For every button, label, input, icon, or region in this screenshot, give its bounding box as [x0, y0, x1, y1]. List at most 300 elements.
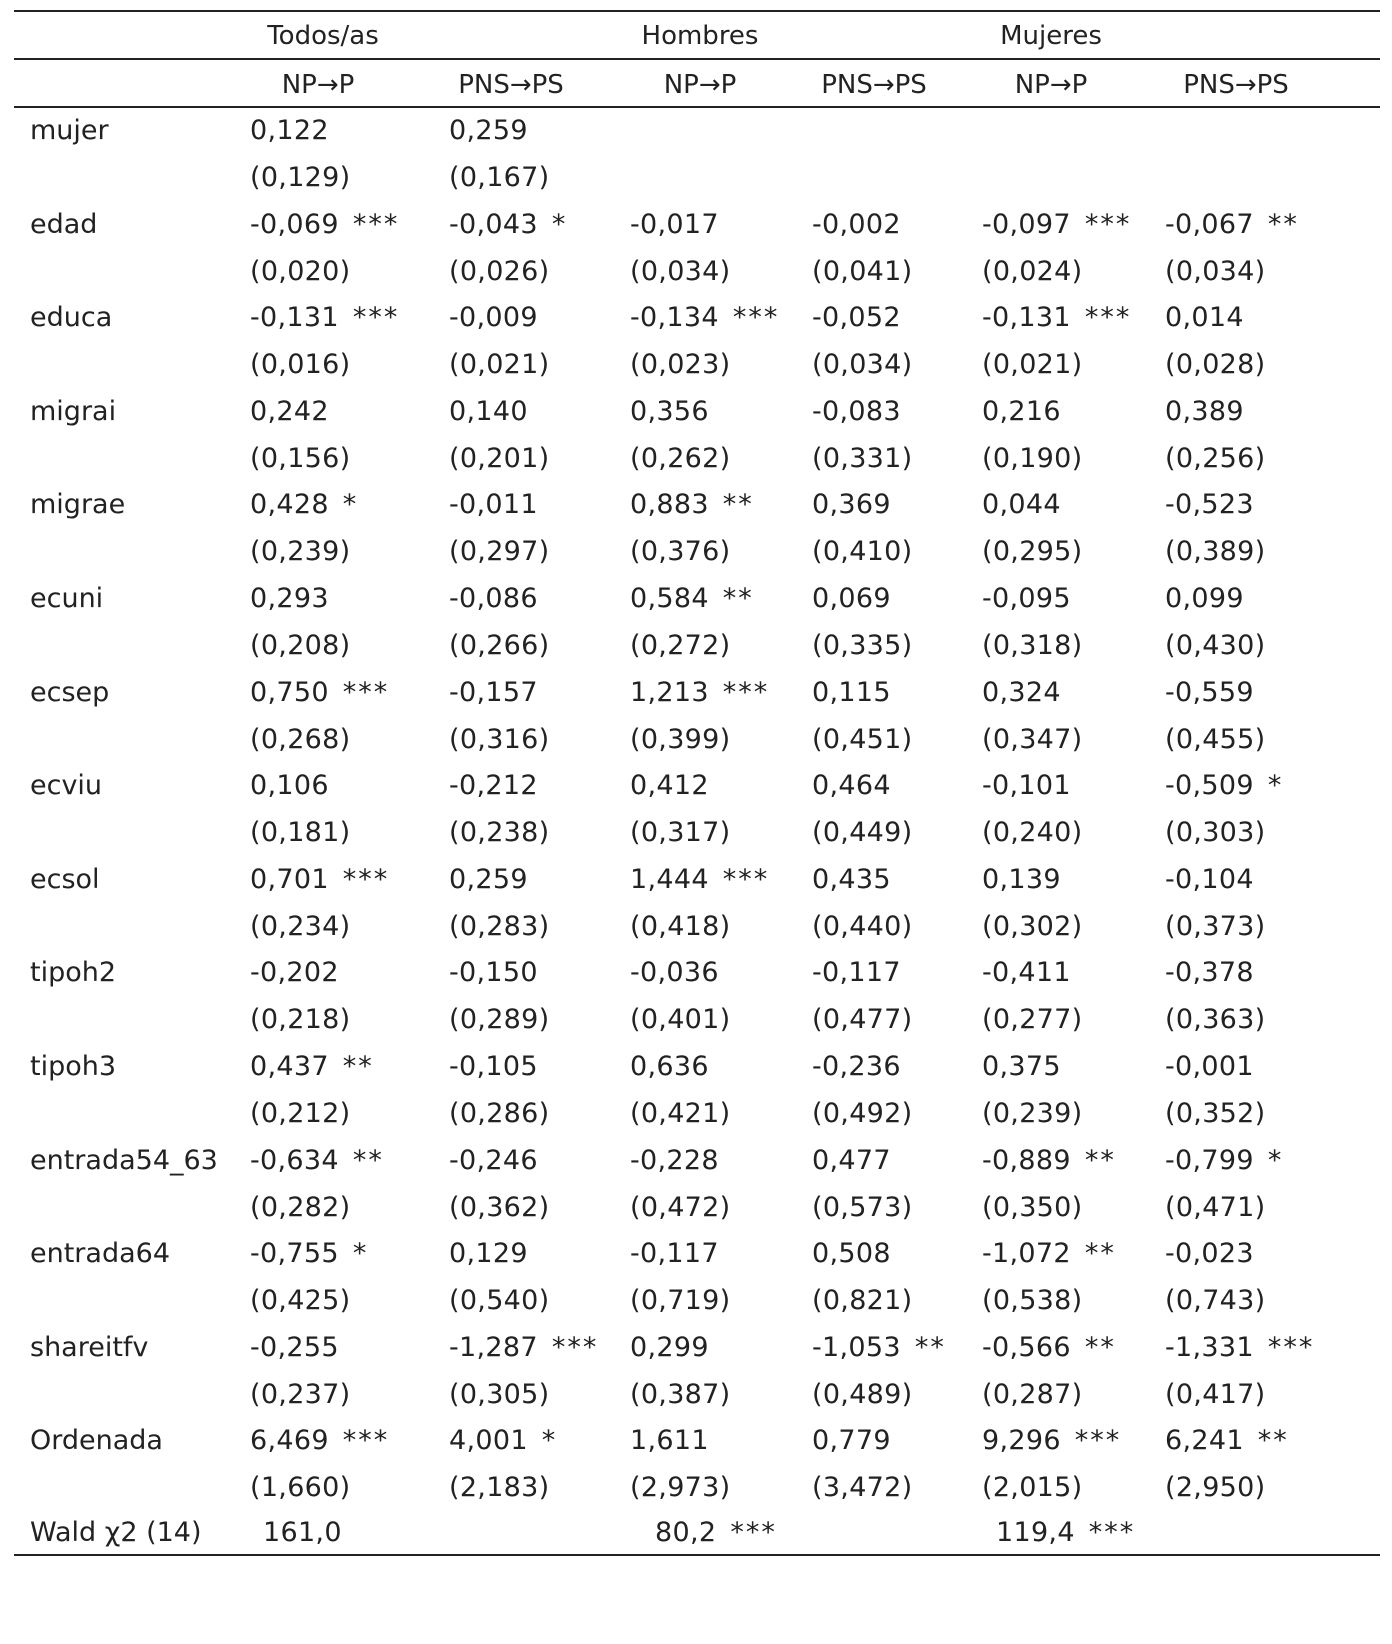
- coefficient-value: -0,083: [812, 396, 901, 427]
- standard-error-cell: (0,021): [982, 349, 1083, 380]
- coefficient-value: 0,437: [250, 1051, 329, 1082]
- coefficient-value: 0,584: [630, 583, 709, 614]
- standard-error-cell: (0,401): [630, 1004, 731, 1035]
- group-header-mujeres: Mujeres: [1000, 21, 1102, 51]
- coefficient-value: -0,043: [449, 209, 538, 240]
- coefficient-value: -0,052: [812, 302, 901, 333]
- coefficient-cell: [1165, 488, 1254, 522]
- coefficient-cell: [1165, 956, 1254, 990]
- standard-error-cell: (0,347): [982, 724, 1083, 755]
- coefficient-value: 4,001: [449, 1425, 528, 1456]
- significance-stars: ***: [342, 677, 390, 708]
- standard-error-cell: (0,477): [812, 1004, 913, 1035]
- row-label: edad: [30, 209, 98, 240]
- coefficient-value: -0,117: [812, 957, 901, 988]
- significance-stars: ***: [722, 677, 770, 708]
- standard-error-cell: (0,540): [449, 1285, 550, 1316]
- significance-stars: ***: [352, 209, 400, 240]
- coefficient-value: -0,212: [449, 770, 538, 801]
- coefficient-value: 0,428: [250, 489, 329, 520]
- coefficient-value: 0,069: [812, 583, 891, 614]
- coefficient-value: 0,369: [812, 489, 891, 520]
- coefficient-value: -0,150: [449, 957, 538, 988]
- standard-error-cell: (0,317): [630, 817, 731, 848]
- significance-stars: **: [342, 1051, 374, 1082]
- standard-error-cell: (2,950): [1165, 1472, 1266, 1503]
- coefficient-value: 0,464: [812, 770, 891, 801]
- coefficient-cell: [250, 582, 329, 616]
- coefficient-cell: [250, 676, 389, 710]
- significance-stars: *: [541, 1425, 558, 1456]
- standard-error-cell: (0,471): [1165, 1192, 1266, 1223]
- row-label: entrada64: [30, 1238, 170, 1269]
- coefficient-value: 0,299: [630, 1332, 709, 1363]
- coefficient-cell: [449, 395, 528, 429]
- coefficient-cell: [449, 1050, 538, 1084]
- significance-stars: **: [352, 1145, 384, 1176]
- standard-error-cell: (0,287): [982, 1379, 1083, 1410]
- coefficient-cell: [812, 488, 891, 522]
- coefficient-cell: [449, 1424, 557, 1458]
- coefficient-value: -0,105: [449, 1051, 538, 1082]
- standard-error-cell: (0,237): [250, 1379, 351, 1410]
- standard-error-cell: (0,034): [1165, 256, 1266, 287]
- standard-error-cell: (0,430): [1165, 630, 1266, 661]
- coefficient-value: -0,036: [630, 957, 719, 988]
- standard-error-cell: (0,034): [812, 349, 913, 380]
- standard-error-cell: (0,016): [250, 349, 351, 380]
- coefficient-cell: [1165, 208, 1299, 242]
- coefficient-value: -0,509: [1165, 770, 1254, 801]
- coefficient-value: -0,157: [449, 677, 538, 708]
- wald-statistic-cell: [996, 1516, 1135, 1550]
- coefficient-value: -0,255: [250, 1332, 339, 1363]
- coefficient-cell: [982, 582, 1071, 616]
- coefficient-value: -0,001: [1165, 1051, 1254, 1082]
- coefficient-cell: [812, 582, 891, 616]
- significance-stars: ***: [730, 1517, 777, 1548]
- coefficient-cell: [982, 208, 1131, 242]
- coefficient-cell: [449, 114, 528, 148]
- coefficient-value: 0,435: [812, 864, 891, 895]
- standard-error-cell: (0,289): [449, 1004, 550, 1035]
- significance-stars: ***: [722, 864, 770, 895]
- significance-stars: *: [1267, 770, 1284, 801]
- standard-error-cell: (0,218): [250, 1004, 351, 1035]
- standard-error-cell: (0,417): [1165, 1379, 1266, 1410]
- coefficient-cell: [812, 395, 901, 429]
- coefficient-value: -0,101: [982, 770, 1071, 801]
- subheader-mujeres-pns-ps: PNS→PS: [1183, 70, 1289, 100]
- coefficient-value: 9,296: [982, 1425, 1061, 1456]
- row-label: educa: [30, 302, 113, 333]
- coefficient-cell: [250, 1144, 384, 1178]
- standard-error-cell: (0,410): [812, 536, 913, 567]
- standard-error-cell: (0,262): [630, 443, 731, 474]
- coefficient-value: 161,0: [263, 1517, 342, 1548]
- significance-stars: ***: [551, 1332, 599, 1363]
- coefficient-value: 0,129: [449, 1238, 528, 1269]
- standard-error-cell: (3,472): [812, 1472, 913, 1503]
- significance-stars: **: [1267, 209, 1299, 240]
- standard-error-cell: (0,283): [449, 911, 550, 942]
- standard-error-cell: (0,208): [250, 630, 351, 661]
- standard-error-cell: (0,282): [250, 1192, 351, 1223]
- standard-error-cell: (0,821): [812, 1285, 913, 1316]
- standard-error-cell: (0,335): [812, 630, 913, 661]
- standard-error-cell: (0,316): [449, 724, 550, 755]
- coefficient-value: -0,095: [982, 583, 1071, 614]
- coefficient-cell: [250, 301, 399, 335]
- coefficient-cell: [250, 1050, 374, 1084]
- standard-error-cell: (0,492): [812, 1098, 913, 1129]
- group-header-todos: Todos/as: [267, 21, 379, 51]
- row-label: ecsol: [30, 864, 100, 895]
- coefficient-value: -0,069: [250, 209, 339, 240]
- significance-stars: **: [1257, 1425, 1289, 1456]
- coefficient-value: -0,134: [630, 302, 719, 333]
- standard-error-cell: (0,297): [449, 536, 550, 567]
- significance-stars: *: [551, 209, 568, 240]
- coefficient-cell: [982, 1424, 1121, 1458]
- coefficient-value: -0,086: [449, 583, 538, 614]
- significance-stars: ***: [1267, 1332, 1315, 1363]
- coefficient-value: -0,889: [982, 1145, 1071, 1176]
- coefficient-value: -0,023: [1165, 1238, 1254, 1269]
- coefficient-value: -0,011: [449, 489, 538, 520]
- standard-error-cell: (0,362): [449, 1192, 550, 1223]
- coefficient-cell: [449, 208, 567, 242]
- coefficient-cell: [812, 1424, 891, 1458]
- coefficient-value: 0,883: [630, 489, 709, 520]
- significance-stars: ***: [1074, 1425, 1122, 1456]
- coefficient-value: 0,779: [812, 1425, 891, 1456]
- standard-error-cell: (2,015): [982, 1472, 1083, 1503]
- coefficient-cell: [982, 1144, 1116, 1178]
- coefficient-cell: [982, 488, 1061, 522]
- significance-stars: ***: [1088, 1517, 1136, 1548]
- coefficient-cell: [630, 1424, 709, 1458]
- coefficient-cell: [250, 769, 329, 803]
- significance-stars: *: [352, 1238, 369, 1269]
- coefficient-cell: [1165, 1144, 1283, 1178]
- coefficient-value: -0,559: [1165, 677, 1254, 708]
- significance-stars: ***: [352, 302, 400, 333]
- standard-error-cell: (0,268): [250, 724, 351, 755]
- coefficient-value: -0,378: [1165, 957, 1254, 988]
- standard-error-cell: (0,266): [449, 630, 550, 661]
- standard-error-cell: (0,021): [449, 349, 550, 380]
- coefficient-value: -0,634: [250, 1145, 339, 1176]
- coefficient-value: 0,014: [1165, 302, 1244, 333]
- group-rule: [14, 58, 1380, 60]
- subheader-hombres-pns-ps: PNS→PS: [821, 70, 927, 100]
- standard-error-cell: (0,295): [982, 536, 1083, 567]
- coefficient-cell: [982, 769, 1071, 803]
- coefficient-value: 0,140: [449, 396, 528, 427]
- coefficient-cell: [630, 956, 719, 990]
- standard-error-cell: (0,272): [630, 630, 731, 661]
- standard-error-cell: (0,256): [1165, 443, 1266, 474]
- coefficient-cell: [1165, 1050, 1254, 1084]
- standard-error-cell: (0,451): [812, 724, 913, 755]
- coefficient-value: 0,216: [982, 396, 1061, 427]
- group-header-hombres: Hombres: [641, 21, 759, 51]
- coefficient-value: -0,246: [449, 1145, 538, 1176]
- coefficient-value: 6,469: [250, 1425, 329, 1456]
- coefficient-cell: [449, 956, 538, 990]
- coefficient-cell: [630, 1144, 719, 1178]
- standard-error-cell: (0,286): [449, 1098, 550, 1129]
- subheader-todos-np-p: NP→P: [281, 70, 355, 100]
- coefficient-value: -0,009: [449, 302, 538, 333]
- significance-stars: ***: [1084, 209, 1132, 240]
- coefficient-cell: [630, 769, 709, 803]
- standard-error-cell: (0,041): [812, 256, 913, 287]
- standard-error-cell: (0,190): [982, 443, 1083, 474]
- coefficient-cell: [250, 1237, 368, 1271]
- coefficient-value: 0,115: [812, 677, 891, 708]
- row-label: tipoh2: [30, 957, 117, 988]
- standard-error-cell: (0,376): [630, 536, 731, 567]
- coefficient-value: -0,755: [250, 1238, 339, 1269]
- coefficient-value: -0,236: [812, 1051, 901, 1082]
- standard-error-cell: (0,472): [630, 1192, 731, 1223]
- coefficient-cell: [250, 863, 389, 897]
- coefficient-cell: [630, 488, 754, 522]
- standard-error-cell: (0,363): [1165, 1004, 1266, 1035]
- coefficient-value: 0,389: [1165, 396, 1244, 427]
- standard-error-cell: (0,743): [1165, 1285, 1266, 1316]
- coefficient-value: 0,099: [1165, 583, 1244, 614]
- coefficient-cell: [982, 1331, 1116, 1365]
- row-label: Ordenada: [30, 1425, 163, 1456]
- standard-error-cell: (0,239): [982, 1098, 1083, 1129]
- coefficient-cell: [449, 301, 538, 335]
- coefficient-value: 1,444: [630, 864, 709, 895]
- standard-error-cell: (0,167): [449, 162, 550, 193]
- subheader-hombres-np-p: NP→P: [663, 70, 737, 100]
- coefficient-cell: [982, 956, 1071, 990]
- coefficient-cell: [1165, 1424, 1289, 1458]
- standard-error-cell: (0,418): [630, 911, 731, 942]
- standard-error-cell: (0,425): [250, 1285, 351, 1316]
- standard-error-cell: (0,389): [1165, 536, 1266, 567]
- coefficient-cell: [812, 1050, 901, 1084]
- coefficient-value: 0,122: [250, 115, 329, 146]
- coefficient-cell: [250, 1331, 339, 1365]
- coefficient-value: 119,4: [996, 1517, 1075, 1548]
- coefficient-value: -0,067: [1165, 209, 1254, 240]
- coefficient-value: 1,611: [630, 1425, 709, 1456]
- coefficient-cell: [812, 301, 901, 335]
- significance-stars: *: [1267, 1145, 1284, 1176]
- standard-error-cell: (0,156): [250, 443, 351, 474]
- coefficient-cell: [1165, 769, 1283, 803]
- coefficient-cell: [1165, 676, 1254, 710]
- row-label: mujer: [30, 115, 109, 146]
- significance-stars: **: [914, 1332, 946, 1363]
- coefficient-cell: [1165, 1237, 1254, 1271]
- standard-error-cell: (0,023): [630, 349, 731, 380]
- coefficient-value: 0,636: [630, 1051, 709, 1082]
- significance-stars: *: [342, 489, 359, 520]
- standard-error-cell: (0,028): [1165, 349, 1266, 380]
- coefficient-value: 0,044: [982, 489, 1061, 520]
- coefficient-value: -0,799: [1165, 1145, 1254, 1176]
- row-label: migrai: [30, 396, 117, 427]
- significance-stars: ***: [1084, 302, 1132, 333]
- coefficient-cell: [630, 582, 754, 616]
- coefficient-cell: [982, 1237, 1116, 1271]
- coefficient-value: -0,117: [630, 1238, 719, 1269]
- standard-error-cell: (0,352): [1165, 1098, 1266, 1129]
- coefficient-cell: [812, 769, 891, 803]
- coefficient-value: 1,213: [630, 677, 709, 708]
- standard-error-cell: (0,440): [812, 911, 913, 942]
- standard-error-cell: (0,303): [1165, 817, 1266, 848]
- standard-error-cell: (0,020): [250, 256, 351, 287]
- coefficient-cell: [630, 1050, 709, 1084]
- coefficient-cell: [1165, 1331, 1314, 1365]
- coefficient-value: 0,412: [630, 770, 709, 801]
- coefficient-value: -0,411: [982, 957, 1071, 988]
- coefficient-cell: [630, 395, 709, 429]
- coefficient-cell: [250, 395, 329, 429]
- standard-error-cell: (0,305): [449, 1379, 550, 1410]
- coefficient-cell: [1165, 582, 1244, 616]
- standard-error-cell: (0,421): [630, 1098, 731, 1129]
- coefficient-cell: [449, 863, 528, 897]
- coefficient-value: 0,375: [982, 1051, 1061, 1082]
- coefficient-cell: [630, 1237, 719, 1271]
- coefficient-value: 0,259: [449, 115, 528, 146]
- coefficient-cell: [250, 488, 358, 522]
- coefficient-value: -0,202: [250, 957, 339, 988]
- bottom-rule: [14, 1554, 1380, 1556]
- coefficient-cell: [630, 1331, 709, 1365]
- coefficient-cell: [1165, 301, 1244, 335]
- significance-stars: ***: [732, 302, 780, 333]
- standard-error-cell: (0,181): [250, 817, 351, 848]
- coefficient-value: 80,2: [655, 1517, 717, 1548]
- coefficient-cell: [812, 1237, 891, 1271]
- coefficient-value: 0,750: [250, 677, 329, 708]
- standard-error-cell: (0,239): [250, 536, 351, 567]
- coefficient-value: -0,097: [982, 209, 1071, 240]
- coefficient-value: -1,331: [1165, 1332, 1254, 1363]
- standard-error-cell: (0,026): [449, 256, 550, 287]
- coefficient-value: -0,131: [982, 302, 1071, 333]
- coefficient-cell: [449, 1237, 528, 1271]
- standard-error-cell: (0,331): [812, 443, 913, 474]
- coefficient-cell: [449, 488, 538, 522]
- significance-stars: **: [722, 489, 754, 520]
- standard-error-cell: (0,373): [1165, 911, 1266, 942]
- row-label: entrada54_63: [30, 1145, 218, 1176]
- standard-error-cell: (0,240): [982, 817, 1083, 848]
- standard-error-cell: (0,538): [982, 1285, 1083, 1316]
- coefficient-value: -0,104: [1165, 864, 1254, 895]
- standard-error-cell: (0,489): [812, 1379, 913, 1410]
- coefficient-cell: [982, 301, 1131, 335]
- coefficient-value: -0,131: [250, 302, 339, 333]
- standard-error-cell: (0,277): [982, 1004, 1083, 1035]
- coefficient-value: -1,072: [982, 1238, 1071, 1269]
- subheader-todos-pns-ps: PNS→PS: [458, 70, 564, 100]
- standard-error-cell: (2,973): [630, 1472, 731, 1503]
- coefficient-cell: [812, 208, 901, 242]
- significance-stars: **: [1084, 1145, 1116, 1176]
- significance-stars: ***: [342, 864, 390, 895]
- coefficient-value: -0,523: [1165, 489, 1254, 520]
- coefficient-cell: [812, 676, 891, 710]
- coefficient-value: 0,242: [250, 396, 329, 427]
- coefficient-cell: [982, 676, 1061, 710]
- coefficient-value: 0,477: [812, 1145, 891, 1176]
- coefficient-value: -0,566: [982, 1332, 1071, 1363]
- coefficient-value: 0,259: [449, 864, 528, 895]
- row-label: ecviu: [30, 770, 103, 801]
- coefficient-cell: [982, 1050, 1061, 1084]
- standard-error-cell: (2,183): [449, 1472, 550, 1503]
- subheader-mujeres-np-p: NP→P: [1014, 70, 1088, 100]
- standard-error-cell: (0,449): [812, 817, 913, 848]
- standard-error-cell: (0,024): [982, 256, 1083, 287]
- standard-error-cell: (0,034): [630, 256, 731, 287]
- coefficient-value: 0,508: [812, 1238, 891, 1269]
- header-rule: [14, 106, 1380, 108]
- coefficient-cell: [449, 582, 538, 616]
- coefficient-cell: [449, 1331, 598, 1365]
- standard-error-cell: (0,387): [630, 1379, 731, 1410]
- coefficient-cell: [982, 395, 1061, 429]
- standard-error-cell: (0,238): [449, 817, 550, 848]
- coefficient-cell: [250, 956, 339, 990]
- coefficient-value: -0,228: [630, 1145, 719, 1176]
- coefficient-cell: [449, 769, 538, 803]
- standard-error-cell: (0,318): [982, 630, 1083, 661]
- coefficient-value: 0,106: [250, 770, 329, 801]
- coefficient-value: -1,053: [812, 1332, 901, 1363]
- coefficient-value: 6,241: [1165, 1425, 1244, 1456]
- coefficient-value: -0,017: [630, 209, 719, 240]
- coefficient-cell: [449, 676, 538, 710]
- significance-stars: **: [722, 583, 754, 614]
- standard-error-cell: (0,212): [250, 1098, 351, 1129]
- standard-error-cell: (0,129): [250, 162, 351, 193]
- standard-error-cell: (1,660): [250, 1472, 351, 1503]
- coefficient-value: -1,287: [449, 1332, 538, 1363]
- coefficient-value: 0,356: [630, 396, 709, 427]
- coefficient-cell: [630, 863, 769, 897]
- significance-stars: **: [1084, 1238, 1116, 1269]
- row-label: ecuni: [30, 583, 104, 614]
- coefficient-value: 0,701: [250, 864, 329, 895]
- footer-label: Wald χ2 (14): [30, 1517, 202, 1548]
- coefficient-cell: [1165, 863, 1254, 897]
- row-label: shareitfv: [30, 1332, 149, 1363]
- standard-error-cell: (0,573): [812, 1192, 913, 1223]
- coefficient-cell: [250, 208, 399, 242]
- coefficient-cell: [250, 1424, 389, 1458]
- standard-error-cell: (0,350): [982, 1192, 1083, 1223]
- standard-error-cell: (0,719): [630, 1285, 731, 1316]
- row-label: ecsep: [30, 677, 110, 708]
- coefficient-cell: [1165, 395, 1244, 429]
- standard-error-cell: (0,399): [630, 724, 731, 755]
- standard-error-cell: (0,302): [982, 911, 1083, 942]
